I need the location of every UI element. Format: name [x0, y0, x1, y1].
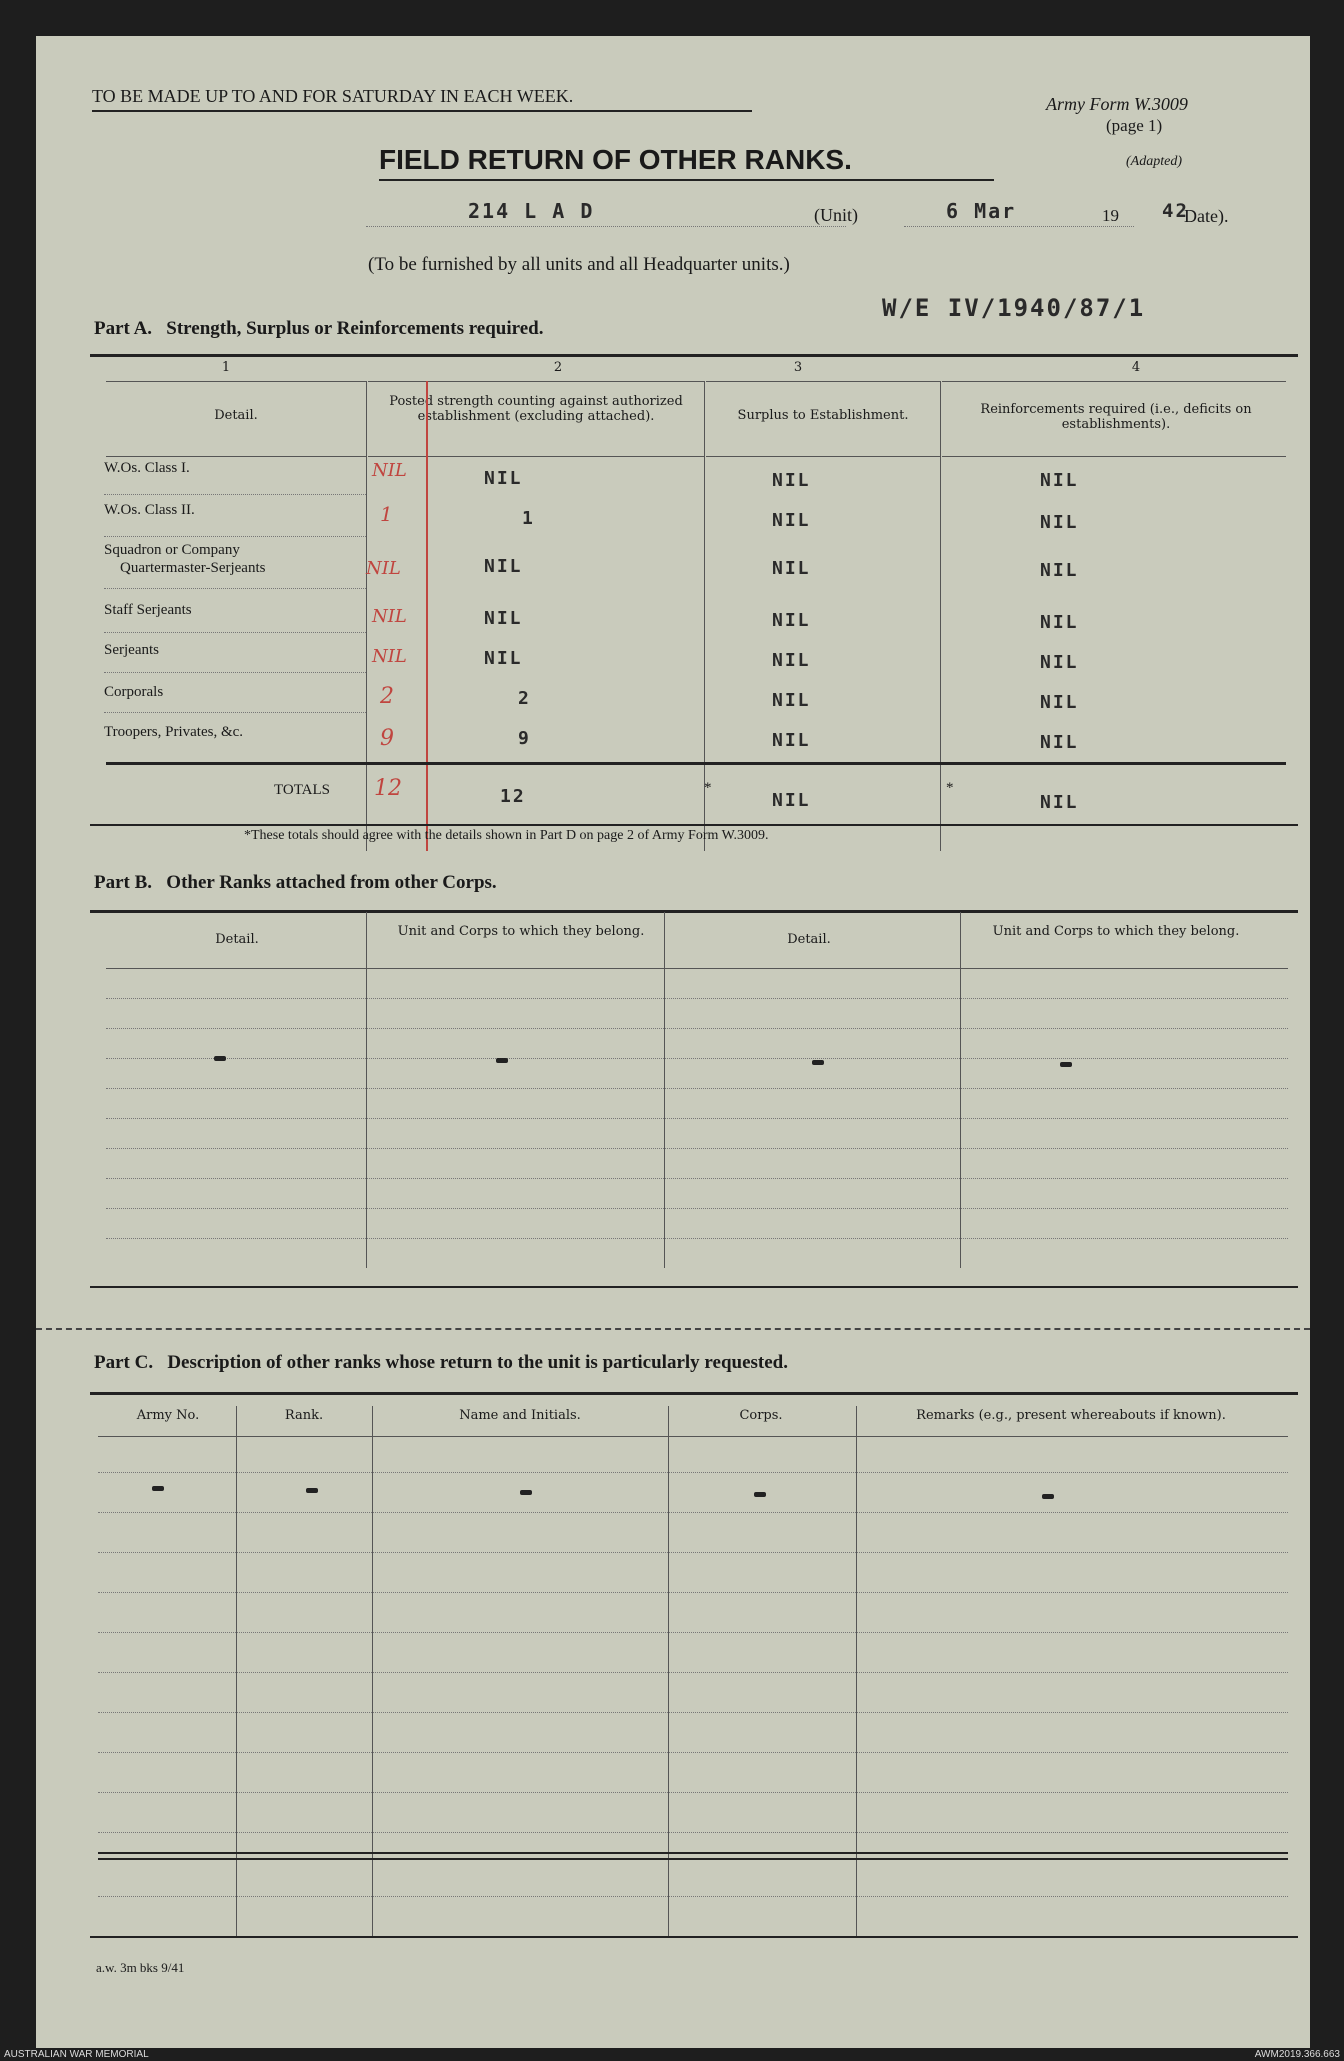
part-b-top-rule: [90, 910, 1298, 913]
part-c-row-rule: [98, 1672, 1288, 1673]
row-rule: [104, 494, 366, 495]
part-a-bottom-rule: [90, 824, 1298, 826]
part-c-double-rule-2: [98, 1858, 1288, 1860]
part-a-vline-1: [366, 381, 367, 851]
row-reinforcements: NIL: [1040, 652, 1079, 673]
part-b-vline-3: [960, 912, 961, 1268]
date-label: Date).: [1184, 206, 1229, 226]
part-b-row-rule: [106, 1028, 1288, 1029]
col-header-reinforcements: Reinforcements required (i.e., deficits on establishments).: [980, 402, 1252, 432]
row-surplus: NIL: [772, 730, 811, 751]
unit-value: 214 L A D: [468, 199, 595, 223]
row-handwritten: NIL: [372, 646, 407, 667]
archive-footer: [0, 2048, 1344, 2061]
part-c-row-rule: [98, 1472, 1288, 1473]
row-detail: Troopers, Privates, &c.: [104, 724, 244, 740]
typed-dash-mark: [306, 1488, 318, 1493]
row-reinforcements: NIL: [1040, 512, 1079, 533]
row-detail: Squadron or Company: [104, 542, 240, 558]
part-c-row-rule: [98, 1832, 1288, 1833]
part-a-vline-3: [940, 381, 941, 851]
part-b-col-detail-1: Detail.: [215, 932, 259, 947]
instruction-underline: [92, 110, 752, 112]
col-num-3: 3: [793, 360, 803, 375]
totals-surplus: NIL: [772, 790, 811, 811]
row-detail: W.Os. Class II.: [104, 502, 195, 518]
part-b-col-unit-2: Unit and Corps to which they belong.: [992, 924, 1240, 939]
archive-source: AUSTRALIAN WAR MEMORIAL: [4, 2049, 149, 2060]
part-b-row-rule: [106, 1238, 1288, 1239]
totals-posted: 12: [500, 786, 526, 807]
part-c-col-rank: Rank.: [284, 1408, 324, 1423]
typed-dash-mark: [1042, 1494, 1054, 1499]
row-reinforcements: NIL: [1040, 732, 1079, 753]
row-detail: W.Os. Class I.: [104, 460, 190, 476]
row-surplus: NIL: [772, 650, 811, 671]
row-reinforcements: NIL: [1040, 612, 1079, 633]
part-c-header-rule: [98, 1436, 1288, 1437]
part-a-top-rule: [90, 354, 1298, 357]
row-detail: Staff Serjeants: [104, 602, 192, 618]
col-num-4: 4: [1131, 360, 1141, 375]
tear-line: [36, 1328, 1310, 1330]
row-rule: [104, 536, 366, 537]
row-rule: [104, 588, 366, 589]
row-surplus: NIL: [772, 510, 811, 531]
hdr-rule-4: [942, 456, 1286, 457]
date-line: [904, 226, 1134, 227]
totals-handwritten: 12: [374, 776, 402, 801]
part-b-row-rule: [106, 1058, 1288, 1059]
row-reinforcements: NIL: [1040, 470, 1079, 491]
row-reinforcements: NIL: [1040, 560, 1079, 581]
row-posted: 9: [518, 728, 531, 749]
part-b-bottom-rule: [90, 1286, 1298, 1288]
part-b-row-rule: [106, 1088, 1288, 1089]
part-b-header-rule: [106, 968, 1288, 969]
part-c-top-rule: [90, 1392, 1298, 1395]
part-c-bottom-rule: [90, 1936, 1298, 1938]
col-header-surplus: Surplus to Establishment.: [737, 408, 909, 423]
year-prefix: 19: [1102, 206, 1119, 225]
part-b-col-detail-2: Detail.: [787, 932, 831, 947]
part-c-double-rule-1: [98, 1852, 1288, 1854]
date-value: 6 Mar: [946, 199, 1017, 223]
row-detail: Serjeants: [104, 642, 159, 658]
part-c-row-rule: [98, 1792, 1288, 1793]
part-b-row-rule: [106, 998, 1288, 999]
year-value: 42: [1162, 200, 1189, 222]
hdr-rule-3: [706, 456, 940, 457]
totals-asterisk-reinforcements: *: [946, 780, 954, 796]
row-posted: 1: [522, 508, 535, 529]
totals-top-rule: [106, 762, 1286, 765]
row-posted: NIL: [484, 648, 523, 669]
row-handwritten: 1: [380, 502, 393, 526]
furnished-note: (To be furnished by all units and all Headquarter units.): [368, 254, 790, 275]
row-surplus: NIL: [772, 470, 811, 491]
part-c-row-rule: [98, 1896, 1288, 1897]
instruction-text: TO BE MADE UP TO AND FOR SATURDAY IN EACH WEEK.: [92, 86, 574, 106]
row-surplus: NIL: [772, 690, 811, 711]
unit-line: [366, 226, 846, 227]
col-header-posted: Posted strength counting against authorized establishment (excluding attached).: [389, 394, 683, 424]
form-page: (page 1): [1106, 116, 1163, 135]
row-surplus: NIL: [772, 558, 811, 579]
part-b-row-rule: [106, 1208, 1288, 1209]
typed-dash-mark: [152, 1486, 164, 1491]
form-name: Army Form W.3009: [1046, 94, 1188, 114]
part-c-col-remarks: Remarks (e.g., present whereabouts if known).: [916, 1408, 1226, 1423]
typed-dash-mark: [496, 1058, 508, 1063]
typed-dash-mark: [520, 1490, 532, 1495]
part-b-row-rule: [106, 1118, 1288, 1119]
part-c-row-rule: [98, 1712, 1288, 1713]
num-rule-1: [106, 381, 366, 382]
archive-id: AWM2019.366.663: [1254, 2049, 1340, 2060]
col-num-2: 2: [553, 360, 563, 375]
row-detail: Corporals: [104, 684, 164, 700]
part-c-row-rule: [98, 1512, 1288, 1513]
part-c-row-rule: [98, 1752, 1288, 1753]
part-c-col-army-no: Army No.: [136, 1408, 200, 1423]
row-handwritten: NIL: [366, 558, 401, 579]
num-rule-2: [368, 381, 704, 382]
row-reinforcements: NIL: [1040, 692, 1079, 713]
part-b-col-unit-1: Unit and Corps to which they belong.: [397, 924, 645, 939]
row-surplus: NIL: [772, 610, 811, 631]
col-header-detail: Detail.: [214, 408, 258, 423]
row-handwritten: NIL: [372, 606, 407, 627]
part-c-col-corps: Corps.: [739, 1408, 783, 1423]
part-b-vline-2: [664, 912, 665, 1268]
row-posted: NIL: [484, 556, 523, 577]
row-posted: 2: [518, 688, 531, 709]
part-a-heading: Part A. Strength, Surplus or Reinforcements required.: [94, 318, 544, 339]
row-rule: [104, 712, 366, 713]
adapted-label: (Adapted): [1126, 154, 1182, 169]
part-c-col-name: Name and Initials.: [459, 1408, 581, 1423]
part-c-row-rule: [98, 1632, 1288, 1633]
row-detail-continued: Quartermaster-Serjeants: [120, 560, 266, 576]
part-c-row-rule: [98, 1592, 1288, 1593]
hdr-rule-2: [368, 456, 704, 457]
num-rule-4: [942, 381, 1286, 382]
totals-label: TOTALS: [274, 782, 331, 798]
col-num-1: 1: [221, 360, 231, 375]
row-posted: NIL: [484, 608, 523, 629]
form-title: FIELD RETURN OF OTHER RANKS.: [379, 144, 852, 175]
unit-label: (Unit): [814, 205, 858, 225]
part-a-red-margin: [426, 381, 428, 851]
part-b-heading: Part B. Other Ranks attached from other Corps.: [94, 872, 497, 893]
part-b-row-rule: [106, 1178, 1288, 1179]
hdr-rule-1: [106, 456, 366, 457]
part-c-heading: Part C. Description of other ranks whose return to the unit is particularly requested.: [94, 1352, 788, 1373]
part-c-row-rule: [98, 1552, 1288, 1553]
row-handwritten: NIL: [372, 460, 407, 481]
row-handwritten: 9: [380, 726, 394, 751]
reference-number: W/E IV/1940/87/1: [882, 294, 1146, 322]
title-underline: [379, 179, 994, 181]
form-paper: [36, 36, 1310, 2048]
print-code: a.w. 3m bks 9/41: [96, 1960, 185, 1975]
totals-asterisk-surplus: *: [704, 780, 712, 796]
part-b-vline-1: [366, 912, 367, 1268]
totals-footnote: *These totals should agree with the details shown in Part D on page 2 of Army Form W.3009.: [244, 828, 769, 843]
totals-reinforcements: NIL: [1040, 792, 1079, 813]
typed-dash-mark: [812, 1060, 824, 1065]
row-posted: NIL: [484, 468, 523, 489]
row-rule: [104, 632, 366, 633]
typed-dash-mark: [214, 1056, 226, 1061]
row-handwritten: 2: [380, 684, 394, 709]
typed-dash-mark: [754, 1492, 766, 1497]
typed-dash-mark: [1060, 1062, 1072, 1067]
num-rule-3: [706, 381, 940, 382]
part-b-row-rule: [106, 1148, 1288, 1149]
row-rule: [104, 672, 366, 673]
